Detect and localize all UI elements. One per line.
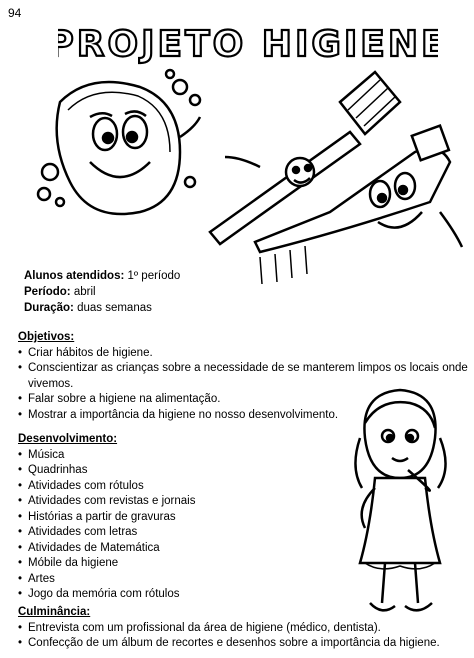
desenvolvimento-heading: Desenvolvimento:: [18, 433, 118, 445]
alunos-value: 1º período: [127, 270, 181, 282]
list-item: • Jogo da memória com rótulos: [18, 587, 468, 603]
duracao-value: duas semanas: [77, 302, 152, 314]
info-periodo: [24, 284, 334, 300]
project-info: [24, 268, 334, 316]
list-item: • Histórias a partir de gravuras: [18, 510, 468, 526]
list-item: • Falar sobre a higiene na alimentação.: [18, 392, 468, 408]
list-item: • Conscientizar as crianças sobre a necessidade de se manterem limpos os locais onde vivemos.: [18, 361, 468, 392]
desenvolvimento-list: [18, 448, 468, 603]
list-item: • Atividades de Matemática: [18, 541, 468, 557]
title-text: PROJETO HIGIENE: [58, 24, 438, 65]
desenvolvimento-section: [18, 432, 468, 603]
list-item: • Quadrinhas: [18, 463, 468, 479]
culminancia-heading: Culminância:: [18, 606, 91, 618]
toothbrush-toothpaste-illustration: [200, 62, 470, 292]
list-item: • Mostrar a importância da higiene no nosso desenvolvimento.: [18, 408, 468, 424]
list-item: • Atividades com letras: [18, 525, 468, 541]
list-item: • Criar hábitos de higiene.: [18, 346, 468, 362]
page-title: [58, 18, 438, 66]
list-item: • Artes: [18, 572, 468, 588]
objetivos-heading: Objetivos:: [18, 331, 75, 343]
periodo-label: Período:: [24, 286, 71, 298]
list-item: • Entrevista com um profissional da área de higiene (médico, dentista).: [18, 621, 468, 637]
duracao-label: Duração:: [24, 302, 74, 314]
info-alunos: [24, 268, 334, 284]
culminancia-list: [18, 621, 468, 652]
periodo-value: abril: [73, 286, 96, 298]
culminancia-section: [18, 605, 468, 652]
soap-character-illustration: [30, 62, 210, 232]
list-item: • Móbile da higiene: [18, 556, 468, 572]
info-duracao: [24, 300, 334, 316]
page-number: 94: [8, 6, 22, 20]
list-item: • Atividades com rótulos: [18, 479, 468, 495]
list-item: • Atividades com revistas e jornais: [18, 494, 468, 510]
alunos-label: Alunos atendidos:: [24, 270, 125, 282]
list-item: • Música: [18, 448, 468, 464]
list-item: • Confecção de um álbum de recortes e desenhos sobre a importância da higiene.: [18, 636, 468, 652]
